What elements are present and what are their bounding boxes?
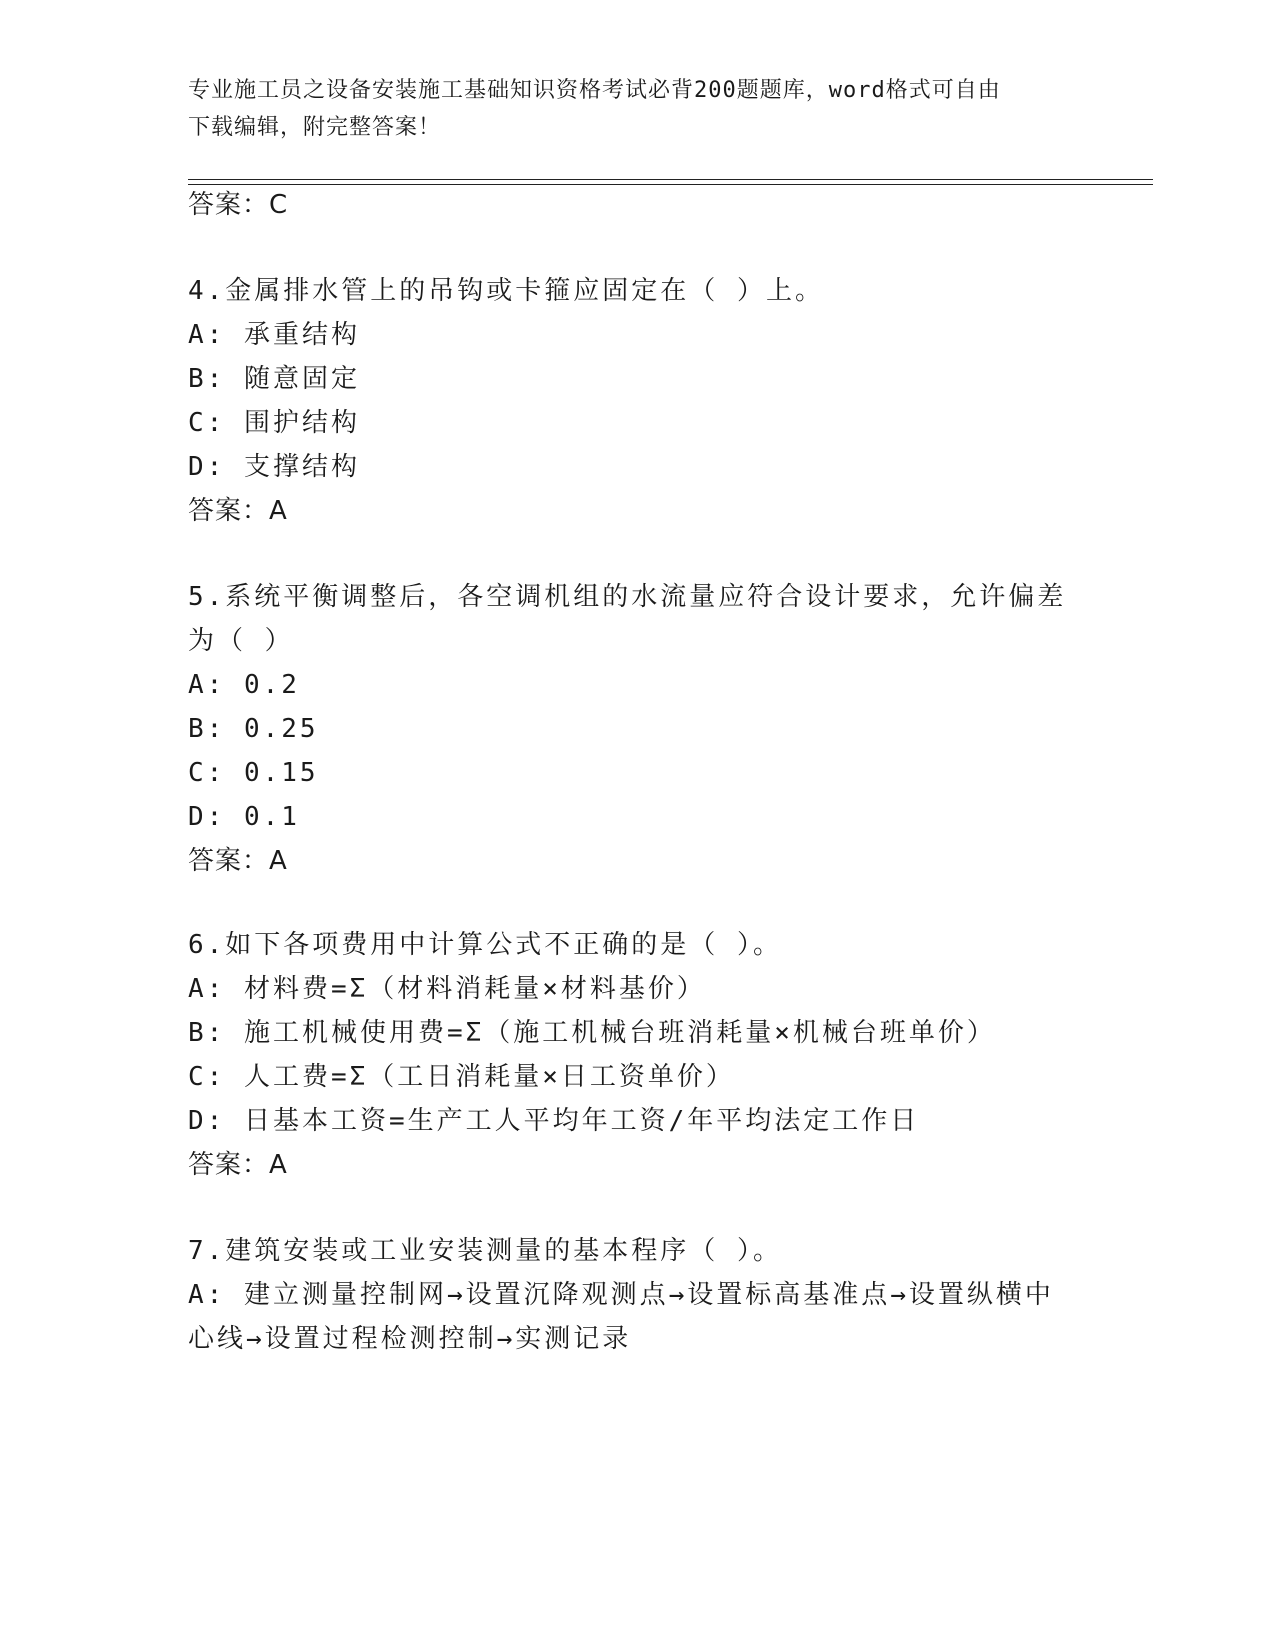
header-line-1: 专业施工员之设备安装施工基础知识资格考试必背200题题库，word格式可自由: [188, 78, 1001, 103]
question-5-text-line-1: 5.系统平衡调整后，各空调机组的水流量应符合设计要求，允许偏差: [188, 582, 1067, 612]
question-4-text: 4.金属排水管上的吊钩或卡箍应固定在（ ）上。: [188, 276, 824, 306]
header-divider-top: [188, 179, 1153, 180]
question-5-option-d: D: 0.1: [188, 802, 300, 832]
question-4-option-c: C: 围护结构: [188, 408, 360, 438]
question-5-text-line-2: 为（ ）: [188, 626, 294, 656]
question-7-option-a-line-2: 心线→设置过程检测控制→实测记录: [188, 1324, 632, 1354]
question-4-option-b: B: 随意固定: [188, 364, 360, 394]
question-6-answer: 答案：A: [188, 1150, 288, 1180]
question-5-option-a: A: 0.2: [188, 670, 300, 700]
question-5-answer: 答案：A: [188, 846, 288, 876]
question-4-option-d: D: 支撑结构: [188, 452, 360, 482]
question-4-answer: 答案：A: [188, 496, 288, 526]
document-header: [188, 72, 1088, 146]
question-7-option-a-line-1: A: 建立测量控制网→设置沉降观测点→设置标高基准点→设置纵横中: [188, 1280, 1054, 1310]
question-6-option-a: A: 材料费=Σ（材料消耗量×材料基价）: [188, 974, 706, 1004]
question-6-text: 6.如下各项费用中计算公式不正确的是（ ）。: [188, 930, 782, 960]
question-5-option-c: C: 0.15: [188, 758, 319, 788]
question-4-option-a: A: 承重结构: [188, 320, 360, 350]
question-6-option-b: B: 施工机械使用费=Σ（施工机械台班消耗量×机械台班单价）: [188, 1018, 996, 1048]
header-line-2: 下载编辑，附完整答案！: [188, 115, 442, 140]
header-divider-bottom: [188, 184, 1153, 185]
previous-answer: 答案：C: [188, 190, 289, 220]
question-5-option-b: B: 0.25: [188, 714, 319, 744]
question-7-text: 7.建筑安装或工业安装测量的基本程序（ ）。: [188, 1236, 782, 1266]
question-6-option-d: D: 日基本工资=生产工人平均年工资/年平均法定工作日: [188, 1106, 920, 1136]
question-6-option-c: C: 人工费=Σ（工日消耗量×日工资单价）: [188, 1062, 735, 1092]
